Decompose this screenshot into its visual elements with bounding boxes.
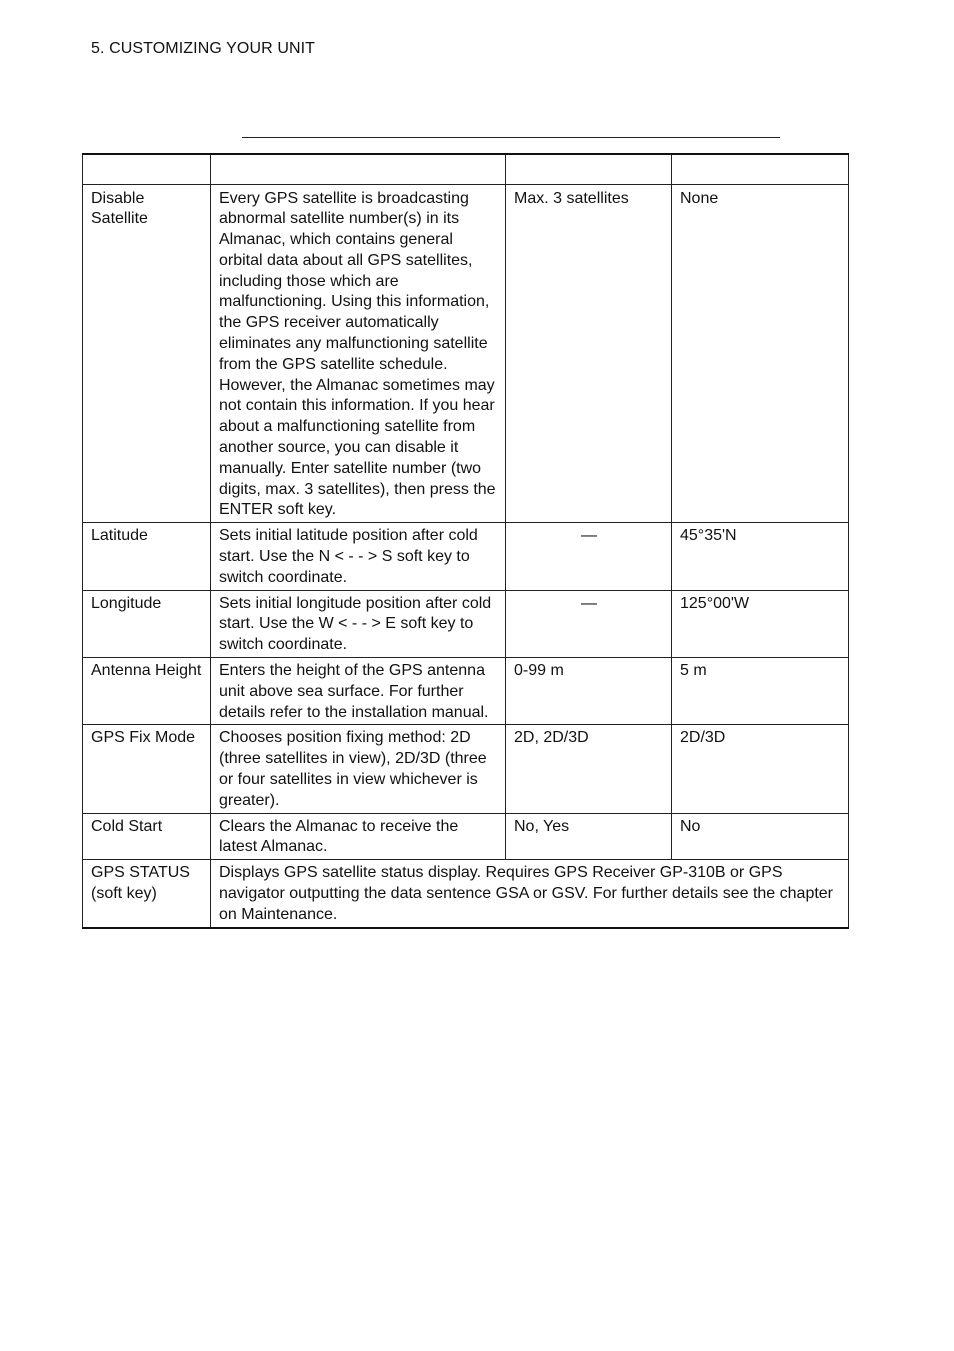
default-cell: 2D/3D (672, 725, 849, 813)
table-row (83, 725, 849, 813)
title-rule (242, 137, 780, 138)
default-cell: 45°35'N (672, 523, 849, 590)
menu-item-cell: Cold Start (83, 813, 211, 860)
menu-item-cell: Longitude (83, 590, 211, 657)
table-row (83, 523, 849, 590)
range-cell: — (506, 523, 672, 590)
running-header: 5. CUSTOMIZING YOUR UNIT (91, 40, 316, 57)
default-cell: No (672, 813, 849, 860)
range-cell: 0-99 m (506, 658, 672, 725)
menu-item-cell: Disable Satellite (83, 184, 211, 523)
description-cell: Sets initial longitude position after cold start. Use the W < - - > E soft key to switch coordinate. (211, 590, 506, 657)
table-row (83, 813, 849, 860)
menu-item-cell: GPS Fix Mode (83, 725, 211, 813)
header-description (211, 154, 506, 184)
range-cell: — (506, 590, 672, 657)
default-cell: 5 m (672, 658, 849, 725)
description-cell: Enters the height of the GPS antenna unit above sea surface. For further details refer to the installation manual. (211, 658, 506, 725)
range-cell: 2D, 2D/3D (506, 725, 672, 813)
description-cell: Sets initial latitude position after cold start. Use the N < - - > S soft key to switch coordinate. (211, 523, 506, 590)
description-cell: Clears the Almanac to receive the latest Almanac. (211, 813, 506, 860)
settings-table (82, 153, 849, 929)
header-menu-item (83, 154, 211, 184)
default-cell: None (672, 184, 849, 523)
table-header-row (83, 154, 849, 184)
header-default (672, 154, 849, 184)
default-cell: 125°00'W (672, 590, 849, 657)
header-range (506, 154, 672, 184)
table-row (83, 860, 849, 928)
menu-item-cell: GPS STATUS (soft key) (83, 860, 211, 928)
range-cell: Max. 3 satellites (506, 184, 672, 523)
menu-item-cell: Latitude (83, 523, 211, 590)
table-row (83, 590, 849, 657)
menu-item-cell: Antenna Height (83, 658, 211, 725)
range-cell: No, Yes (506, 813, 672, 860)
table-row (83, 184, 849, 523)
description-cell: Displays GPS satellite status display. Requires GPS Receiver GP-310B or GPS navigator outputting the data sentence GSA or GSV. For further details see the chapter on Maintenance. (211, 860, 849, 928)
description-cell: Chooses position fixing method: 2D (three satellites in view), 2D/3D (three or four satellites in view whichever is greater). (211, 725, 506, 813)
table-row (83, 658, 849, 725)
description-cell: Every GPS satellite is broadcasting abnormal satellite number(s) in its Almanac, which contains general orbital data about all GPS satellites, including those which are malfunctioning. Using this information, the GPS receiver automatically eliminates any malfunctioning satellite from the GPS satellite schedule. However, the Almanac sometimes may not contain this information. If you hear about a malfunctioning satellite from another source, you can disable it manually. Enter satellite number (two digits, max. 3 satellites), then press the ENTER soft key. (211, 184, 506, 523)
